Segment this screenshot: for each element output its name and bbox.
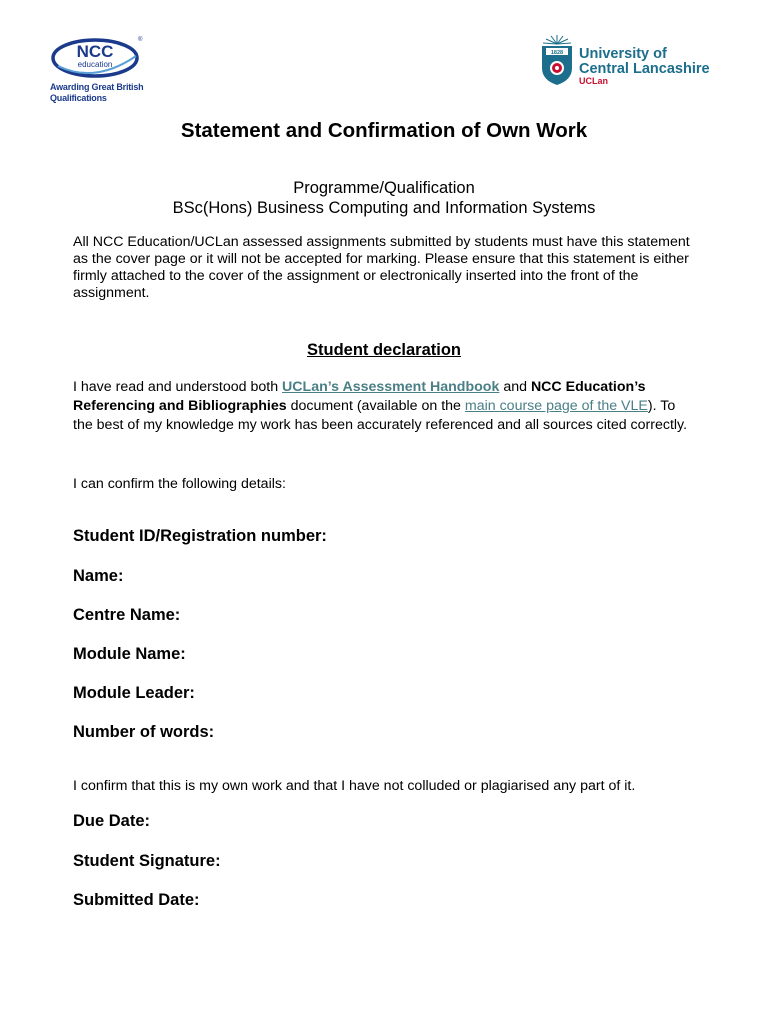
number-of-words-label: Number of words:	[73, 723, 215, 741]
uclan-logo	[540, 34, 710, 90]
own-work-confirmation: I confirm that this is my own work and that I have not colluded or plagiarised any part of it.	[73, 778, 636, 794]
uclan-name-line1: University of	[579, 46, 667, 62]
uclan-year: 1828	[550, 50, 564, 56]
vle-course-page-link[interactable]: main course page of the VLE	[464, 398, 648, 414]
intro-paragraph: All NCC Education/UCLan assessed assignments submitted by students must have this statement as the cover page or it will not be accepted for marking. Please ensure that this statement is either firmly attached to the cover of the assignment or electronically inserted into the front of the assignment.	[73, 234, 690, 301]
centre-name-label: Centre Name:	[73, 606, 181, 624]
submitted-date-label: Submitted Date:	[73, 891, 200, 909]
decl-text-1: I have read and understood both	[73, 379, 283, 395]
decl-text-doc: document (available on the	[286, 398, 465, 414]
uclan-crest-icon	[540, 34, 574, 86]
decl-text-after: ). To the best of my knowledge my work has been accurately referenced and all sources cited correctly.	[73, 398, 688, 433]
declaration-paragraph	[73, 378, 698, 435]
name-label: Name:	[73, 567, 124, 585]
student-signature-label: Student Signature:	[73, 852, 221, 870]
ncc-tagline-line2: Qualifications	[50, 93, 107, 103]
student-declaration-heading: Student declaration	[306, 341, 462, 359]
uclan-abbrev: UCLan	[579, 76, 608, 86]
registered-mark: ®	[138, 37, 143, 43]
programme-name: BSc(Hons) Business Computing and Information Systems	[172, 199, 596, 217]
ncc-education-logo	[48, 34, 148, 108]
page-title: Statement and Confirmation of Own Work	[180, 119, 588, 142]
module-leader-label: Module Leader:	[73, 684, 195, 702]
ncc-wordmark: NCC	[76, 42, 114, 61]
ncc-oval-mark	[50, 36, 143, 80]
student-id-label: Student ID/Registration number:	[73, 527, 327, 545]
uclan-name-line2: Central Lancashire	[579, 61, 710, 77]
module-name-label: Module Name:	[73, 645, 186, 663]
programme-label: Programme/Qualification	[293, 179, 475, 197]
confirm-details-text: I can confirm the following details:	[73, 476, 286, 492]
ncc-tagline-line1: Awarding Great British	[50, 82, 144, 92]
assessment-handbook-link[interactable]: UCLan’s Assessment Handbook	[282, 379, 500, 395]
decl-text-and: and	[499, 379, 531, 395]
due-date-label: Due Date:	[73, 812, 151, 830]
ncc-tagline	[50, 82, 143, 104]
ncc-education-text: education	[77, 60, 113, 69]
referencing-doc-title: NCC Education’s Referencing and Bibliographies	[73, 379, 646, 414]
